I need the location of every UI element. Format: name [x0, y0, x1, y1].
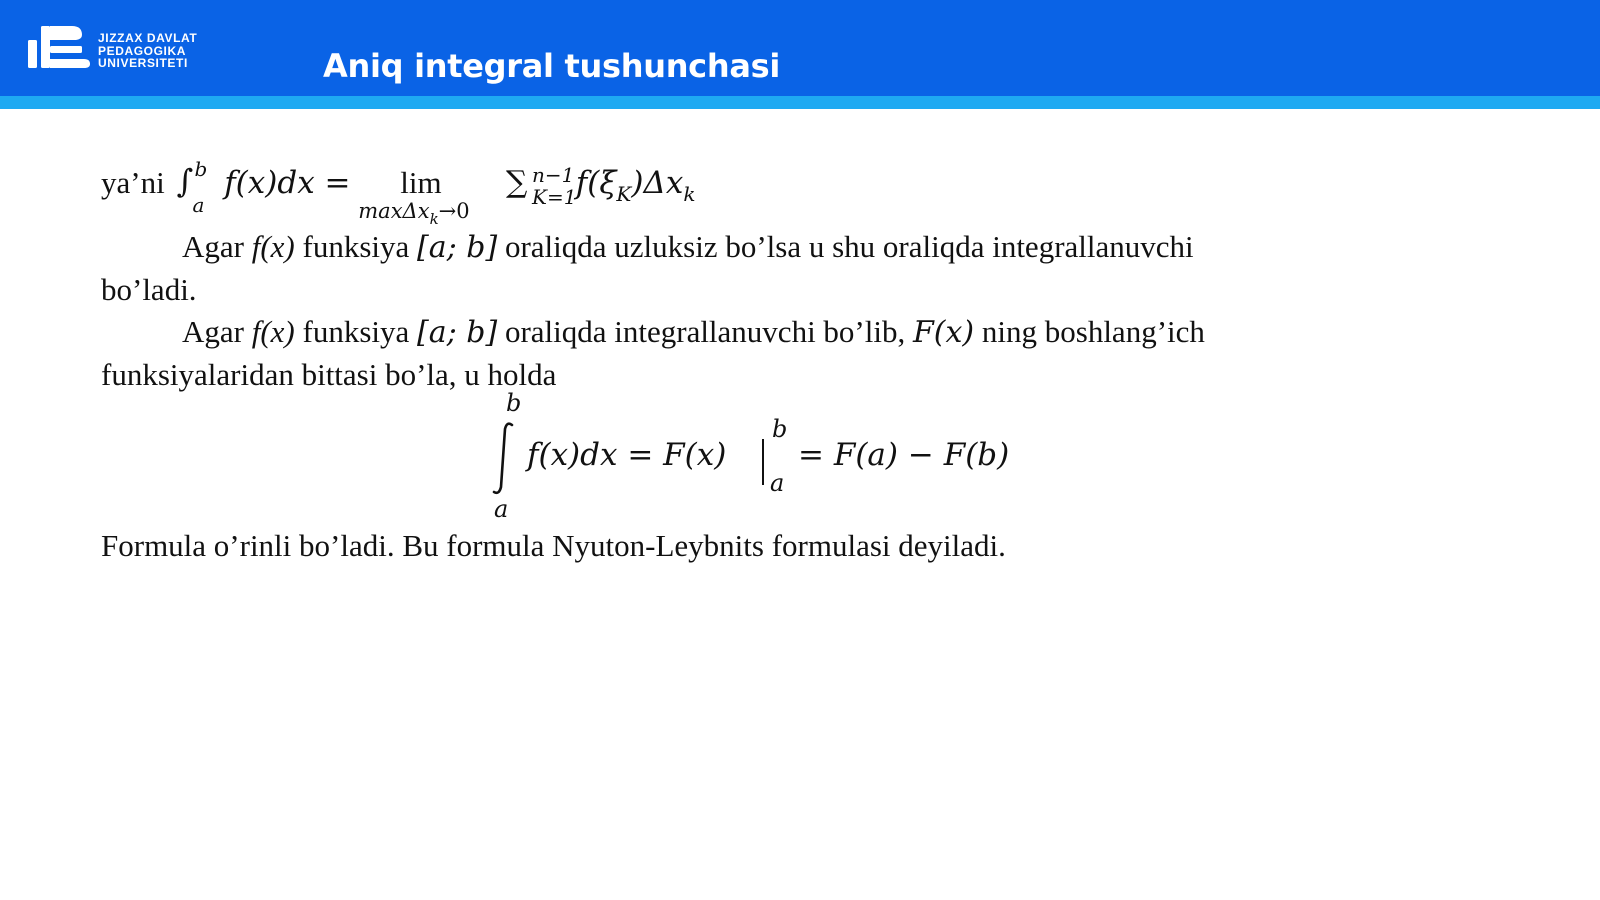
- limit-expression: [358, 165, 498, 228]
- header-stripe: [0, 96, 1600, 109]
- integral-sign-large: [490, 421, 520, 497]
- conclusion-line: Formula o’rinli bo’ladi. Bu formula Nyuton-Leybnits formulasi deyiladi.: [101, 528, 1006, 563]
- sum-expression: [506, 163, 577, 209]
- paragraph-2-line-1: Agar f(x) funksiya [a; b] oraliqda integrallanuvchi bo’lib, F(x) ning boshlang’ich: [182, 314, 1205, 350]
- newton-leibniz-formula: [490, 389, 1050, 525]
- formula-upper-limit: b: [506, 389, 522, 417]
- sum-lower: K=1: [532, 185, 577, 209]
- integral-sign: ∫: [176, 162, 194, 200]
- evaluation-bar: [760, 437, 766, 487]
- slide-title: Aniq integral tushunchasi: [323, 47, 781, 85]
- formula-lhs: f(x)dx = F(x): [527, 437, 727, 473]
- formula-lower-limit: a: [494, 495, 509, 523]
- sum-sign: ∑: [506, 165, 528, 200]
- evaluation-upper: b: [772, 415, 788, 443]
- lim-word: lim: [400, 165, 442, 200]
- sum-body: $f(\xi_K)\Delta x_k$: [575, 165, 696, 206]
- university-logo: [26, 24, 216, 72]
- paragraph-1-line-1: Agar f(x) funksiya [a; b] oraliqda uzluksiz bo’lsa u shu oraliqda integrallanuvchi: [182, 229, 1194, 265]
- integrand: f(x)dx =: [224, 165, 351, 201]
- sum-upper: n−1: [532, 163, 575, 187]
- integral-limits: [172, 157, 216, 217]
- fx-italic: f(x): [251, 314, 295, 349]
- antiderivative-Fx: F(x): [912, 315, 975, 350]
- evaluation-lower: a: [770, 469, 785, 497]
- paragraph-2-line-2: funksiyalaridan bittasi bo’la, u holda: [101, 357, 557, 392]
- university-name: JIZZAX DAVLAT PEDAGOGIKA UNIVERSITETI: [98, 31, 198, 70]
- paragraph-1-line-2: bo’ladi.: [101, 272, 197, 307]
- definition-line: [101, 157, 696, 228]
- lim-subscript: maxΔx$_k$→0: [358, 199, 470, 228]
- formula-rhs: = F(a) − F(b): [798, 437, 1010, 473]
- ya-ni-text: ya’ni: [101, 165, 165, 200]
- integral-lower: a: [192, 193, 205, 217]
- header-bar: [0, 0, 1600, 96]
- university-logo-icon: [26, 24, 92, 72]
- interval-ab: [a; b]: [417, 315, 498, 350]
- integral-upper: b: [194, 157, 208, 181]
- fx-italic: f(x): [251, 229, 295, 264]
- interval-ab: [a; b]: [417, 230, 498, 265]
